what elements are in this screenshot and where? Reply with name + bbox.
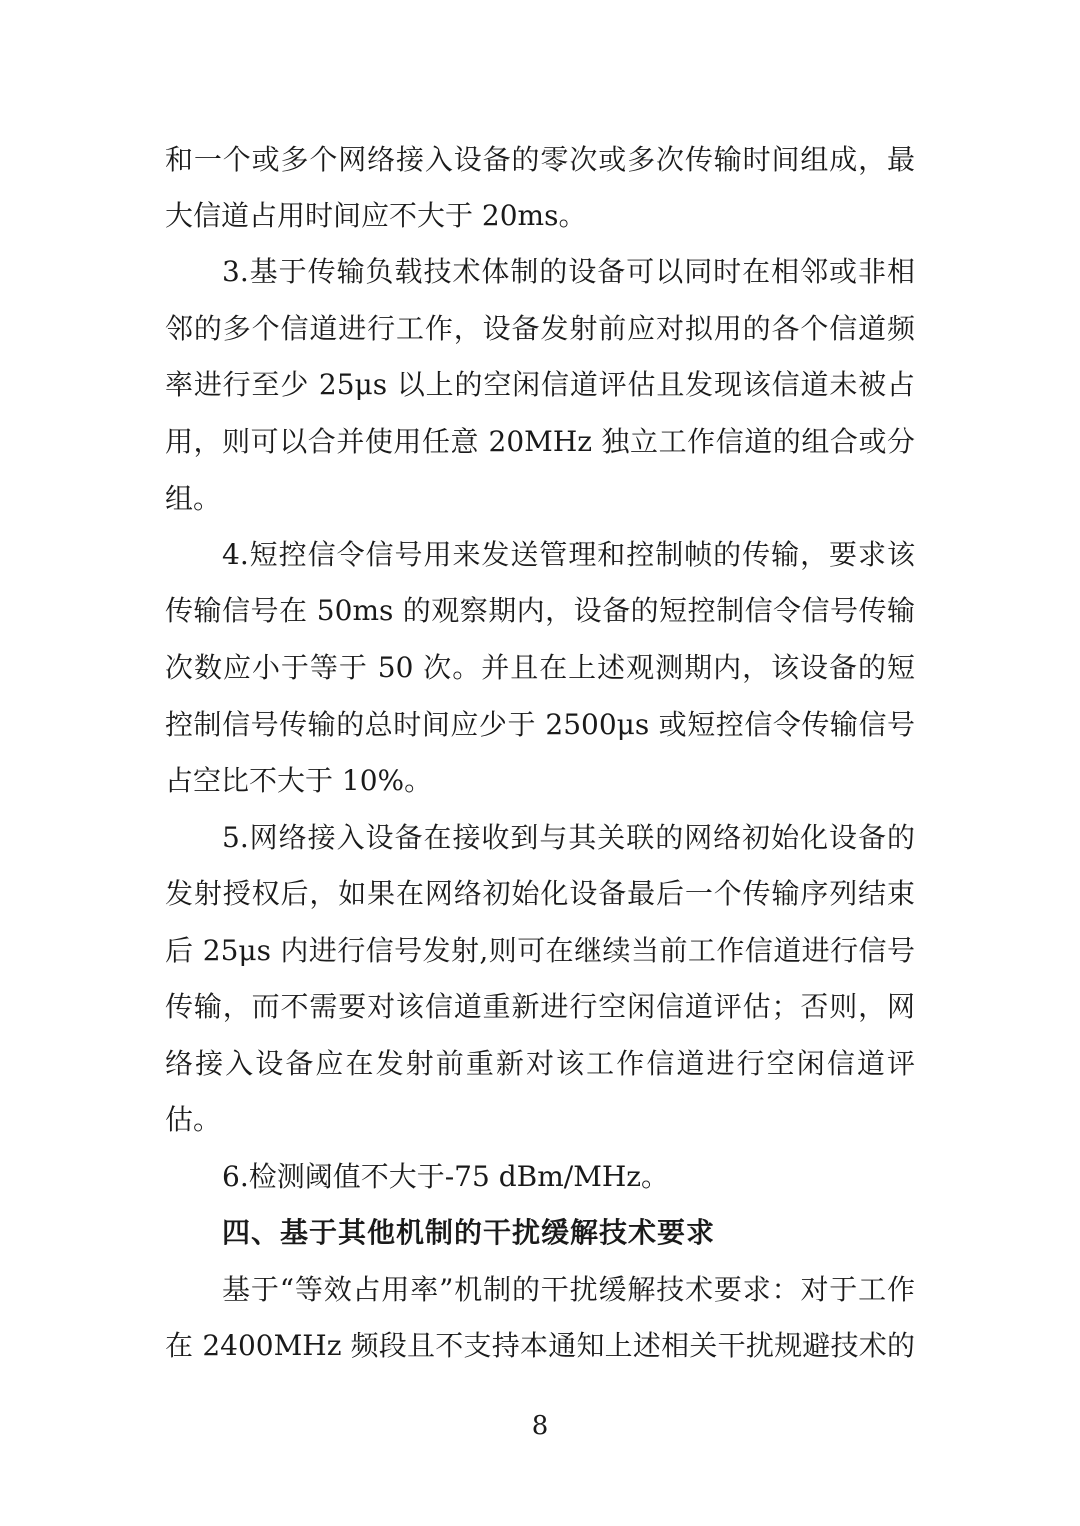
body-line: 后 25μs 内进行信号发射,则可在继续当前工作信道进行信号 [165,934,915,967]
body-line: 组。 [165,482,222,515]
body-line: 传输，而不需要对该信道重新进行空闲信道评估；否则，网 [165,990,915,1023]
body-line: 在 2400MHz 频段且不支持本通知上述相关干扰规避技术的 [165,1329,915,1362]
body-line: 控制信号传输的总时间应少于 2500μs 或短控信令传输信号 [165,708,915,741]
paragraph-first-line: 基于“等效占用率”机制的干扰缓解技术要求：对于工作 [222,1273,915,1306]
body-line: 次数应小于等于 50 次。并且在上述观测期内，该设备的短 [165,651,915,684]
clause-5-first-line: 5.网络接入设备在接收到与其关联的网络初始化设备的 [222,821,915,854]
body-line: 大信道占用时间应不大于 20ms。 [165,199,587,232]
section-heading: 四、基于其他机制的干扰缓解技术要求 [222,1216,716,1249]
body-line: 传输信号在 50ms 的观察期内，设备的短控制信令信号传输 [165,594,915,627]
body-line: 用，则可以合并使用任意 20MHz 独立工作信道的组合或分 [165,425,915,458]
body-line: 络接入设备应在发射前重新对该工作信道进行空闲信道评 [165,1047,915,1080]
body-line: 估。 [165,1103,222,1136]
body-line: 发射授权后，如果在网络初始化设备最后一个传输序列结束 [165,877,915,910]
clause-6-line: 6.检测阈值不大于-75 dBm/MHz。 [222,1160,670,1193]
clause-4-first-line: 4.短控信令信号用来发送管理和控制帧的传输，要求该 [222,538,915,571]
body-line: 率进行至少 25μs 以上的空闲信道评估且发现该信道未被占 [165,368,915,401]
body-line: 和一个或多个网络接入设备的零次或多次传输时间组成，最 [165,143,915,176]
page-number: 8 [531,1411,549,1441]
body-line: 占空比不大于 10%。 [165,764,433,797]
clause-3-first-line: 3.基于传输负载技术体制的设备可以同时在相邻或非相 [222,255,915,288]
body-line: 邻的多个信道进行工作，设备发射前应对拟用的各个信道频 [165,312,915,345]
